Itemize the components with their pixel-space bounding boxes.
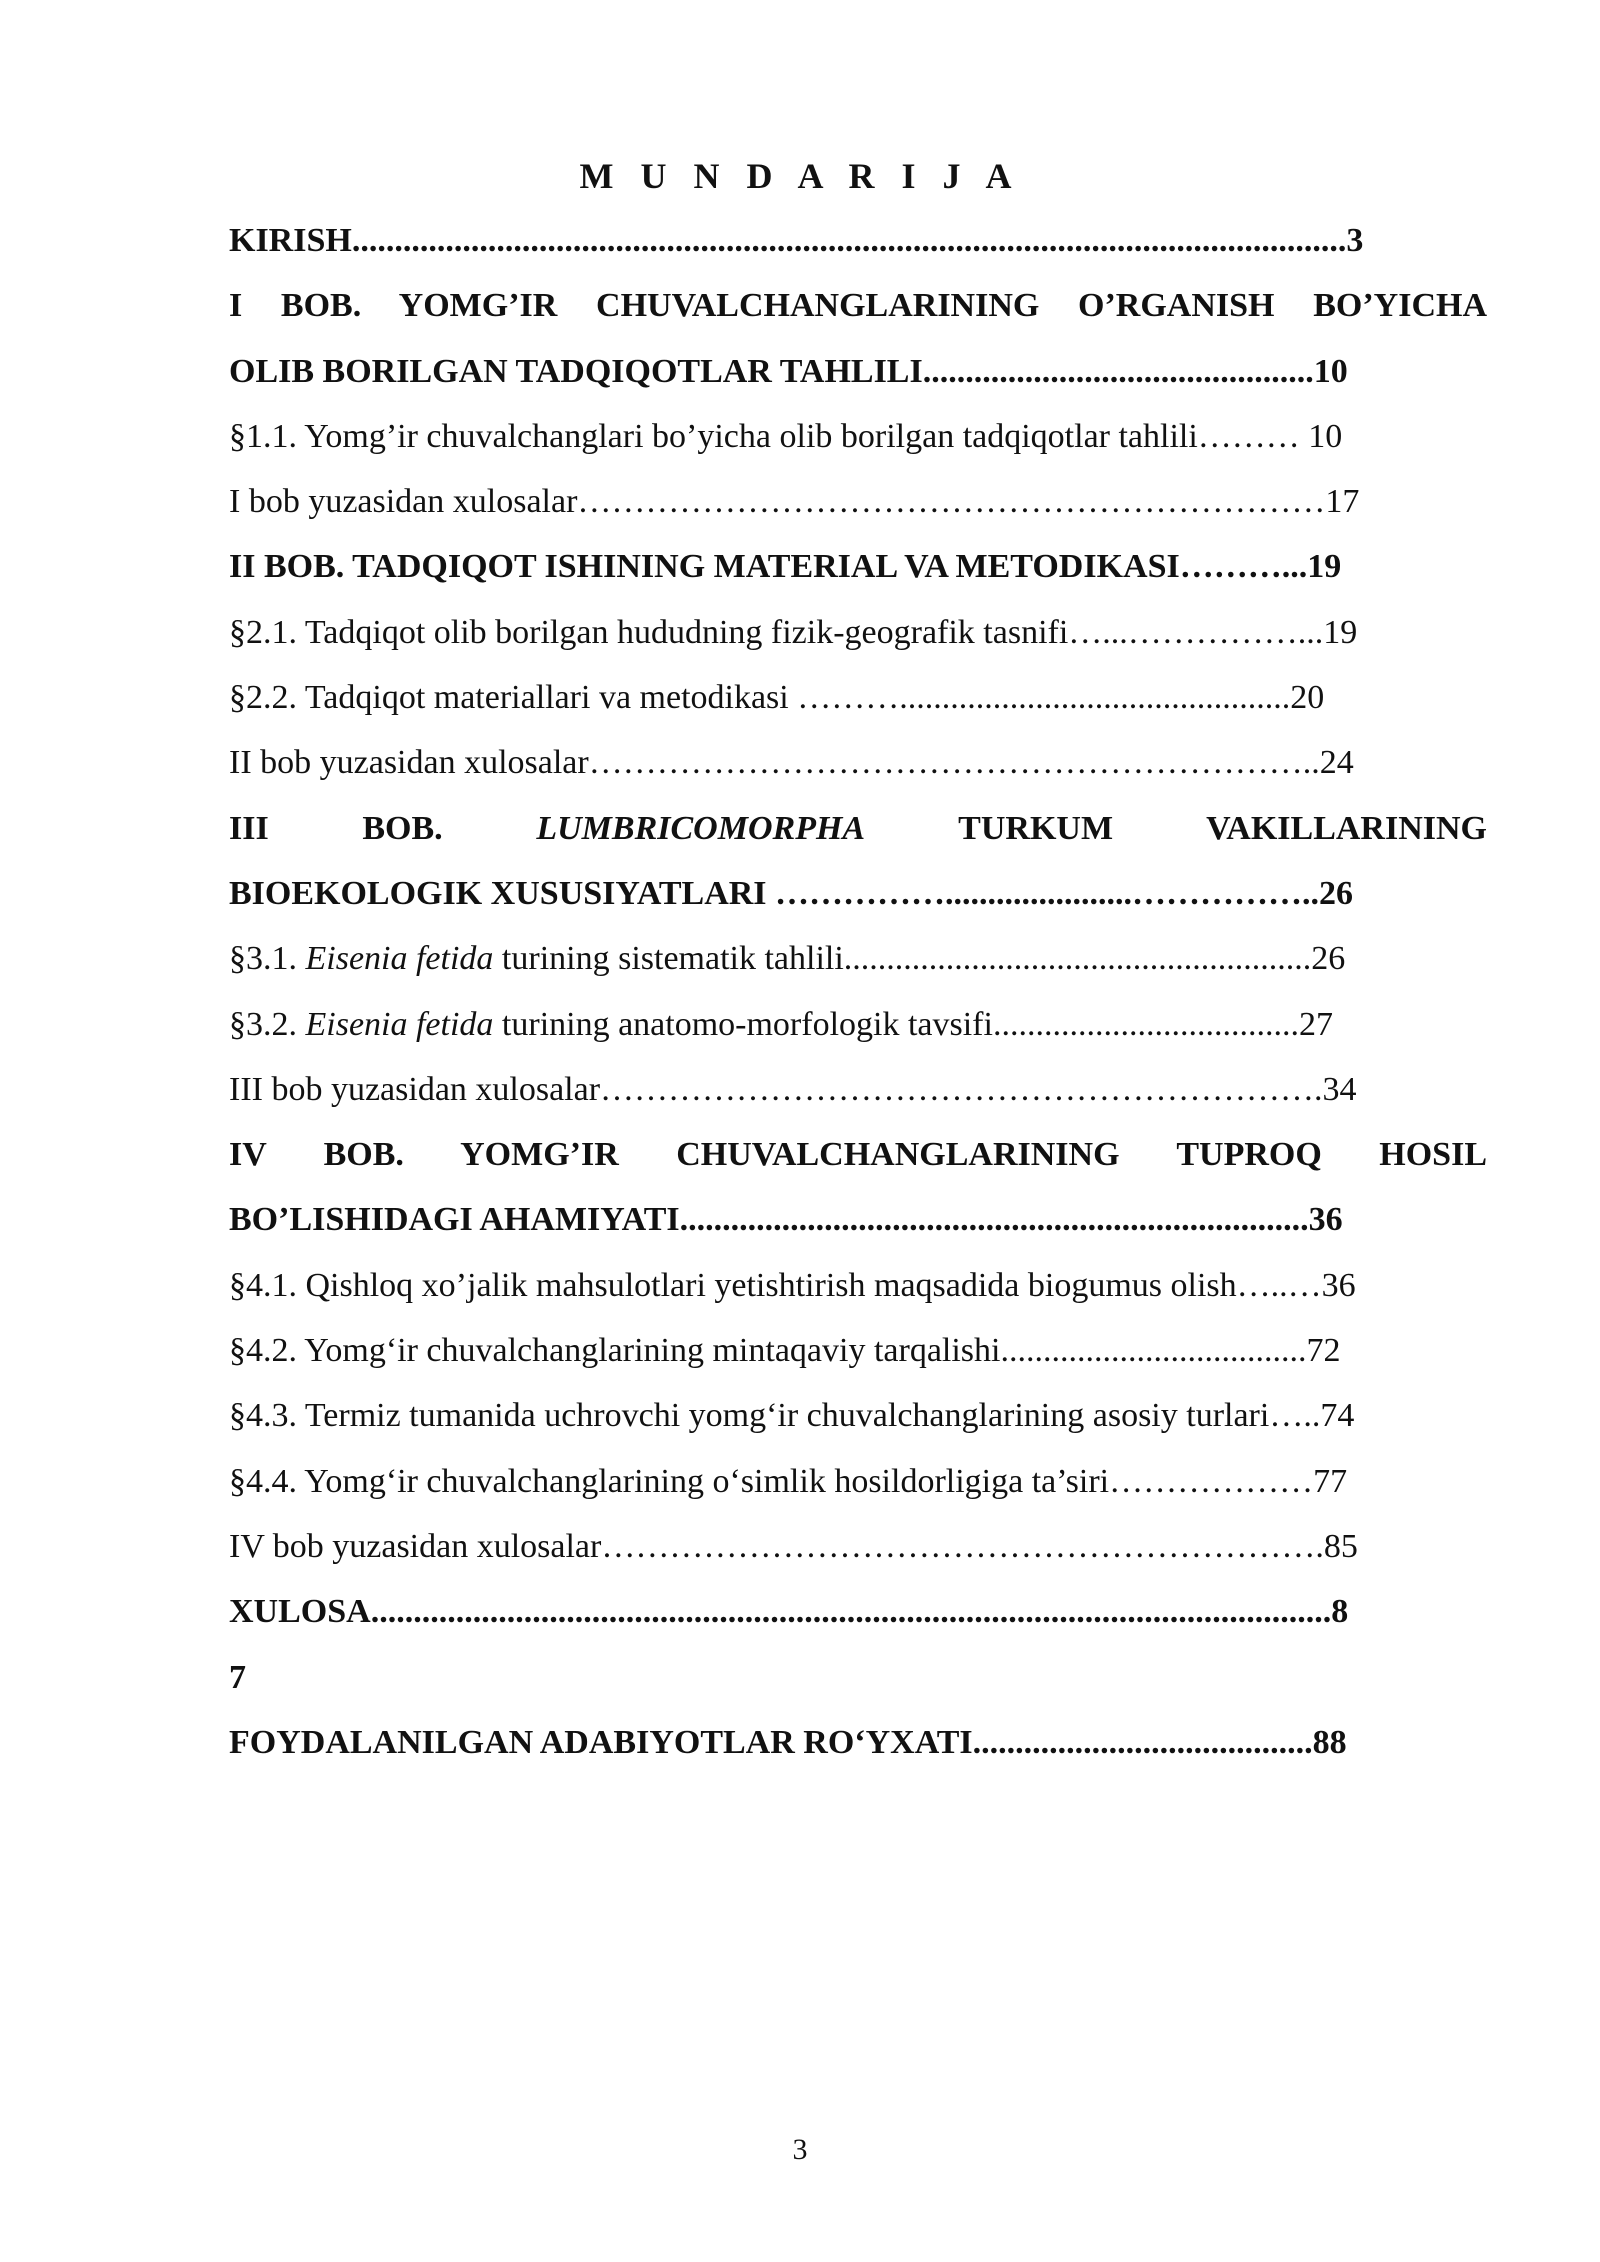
chapter-3-taxon: LUMBRICOMORPHA <box>536 809 866 847</box>
toc-entry-chapter-4-conclusions: IV bob yuzasidan xulosalar……………………………………………………….85 <box>229 1527 1358 1565</box>
toc-entry-section-4-1: §4.1. Qishloq xo’jalik mahsulotlari yetishtirish maqsadida biogumus olish…..…36 <box>229 1266 1356 1304</box>
section-3-2-suffix: turining anatomo-morfologik tavsifi....................................27 <box>493 1005 1333 1043</box>
toc-entry-chapter-1-line-1: I BOB. YOMG’IR CHUVALCHANGLARINING O’RGANISH BO’YICHA <box>229 287 1487 325</box>
toc-entry-chapter-3-conclusions: III bob yuzasidan xulosalar……………………………………………………….34 <box>229 1070 1357 1108</box>
chapter-3-numeral: III <box>229 809 269 847</box>
toc-entry-kirish: KIRISH.....................................................................................................................3 <box>229 222 1364 259</box>
toc-entry-chapter-1-conclusions: I bob yuzasidan xulosalar…………………………………………………………17 <box>229 483 1360 521</box>
toc-entry-chapter-2-conclusions: II bob yuzasidan xulosalar………………………………………………………..24 <box>229 744 1354 782</box>
chapter-3-vakillarining: VAKILLARINING <box>1206 809 1487 847</box>
chapter-3-bob: BOB. <box>362 809 443 847</box>
toc-entry-section-2-2: §2.2. Tadqiqot materiallari va metodikasi ………..............................................20 <box>229 679 1325 717</box>
toc-entry-chapter-4-line-2: BO’LISHIDAGI AHAMIYATI..........................................................................36 <box>229 1201 1343 1239</box>
toc-entry-xulosa: XULOSA.................................................................................................................8 <box>229 1593 1349 1631</box>
chapter-3-turkum: TURKUM <box>958 809 1114 847</box>
toc-entry-section-2-1: §2.1. Tadqiqot olib borilgan hududning fizik-geografik tasnifi…...……………...19 <box>229 613 1358 651</box>
toc-entry-section-3-1 <box>229 926 1487 991</box>
toc-entry-section-1-1: §1.1. Yomg’ir chuvalchanglari bo’yicha olib borilgan tadqiqotlar tahlili……… 10 <box>229 417 1343 455</box>
toc-title: M U N D A R I J A <box>579 156 1021 196</box>
section-3-2-species: Eisenia fetida <box>305 1005 494 1043</box>
page-number: 3 <box>792 2133 808 2166</box>
toc-entry-chapter-3-line-2: BIOEKOLOGIK XUSUSIYATLARI ……………......................……………..26 <box>229 874 1354 912</box>
section-3-1-species: Eisenia fetida <box>305 940 494 978</box>
toc-entry-chapter-1-line-2: OLIB BORILGAN TADQIQOTLAR TAHLILI..............................................10 <box>229 352 1348 390</box>
toc-entry-chapter-3-line-1 <box>229 796 1487 861</box>
table-of-contents <box>229 208 1487 1775</box>
toc-entry-references: FOYDALANILGAN ADABIYOTLAR RO‘YXATI........................................88 <box>229 1723 1347 1761</box>
toc-entry-chapter-4-line-1: IV BOB. YOMG’IR CHUVALCHANGLARINING TUPROQ HOSIL <box>229 1136 1487 1174</box>
section-3-2-prefix: §3.2. <box>229 1005 306 1043</box>
toc-entry-section-4-4: §4.4. Yomg‘ir chuvalchanglarining o‘simlik hosildorligiga ta’siri………………77 <box>229 1462 1348 1500</box>
section-3-1-suffix: turining sistematik tahlili.......................................................26 <box>493 940 1346 978</box>
section-3-1-prefix: §3.1. <box>229 940 306 978</box>
toc-entry-xulosa-page-wrap: 7 <box>229 1658 246 1696</box>
toc-entry-section-4-2: §4.2. Yomg‘ir chuvalchanglarining mintaqaviy tarqalishi....................................72 <box>229 1332 1341 1370</box>
toc-entry-section-4-3: §4.3. Termiz tumanida uchrovchi yomg‘ir chuvalchanglarining asosiy turlari…..74 <box>229 1397 1355 1435</box>
toc-entry-chapter-2: II BOB. TADQIQOT ISHINING MATERIAL VA METODIKASI………...19 <box>229 548 1342 586</box>
toc-entry-section-3-2 <box>229 992 1487 1057</box>
